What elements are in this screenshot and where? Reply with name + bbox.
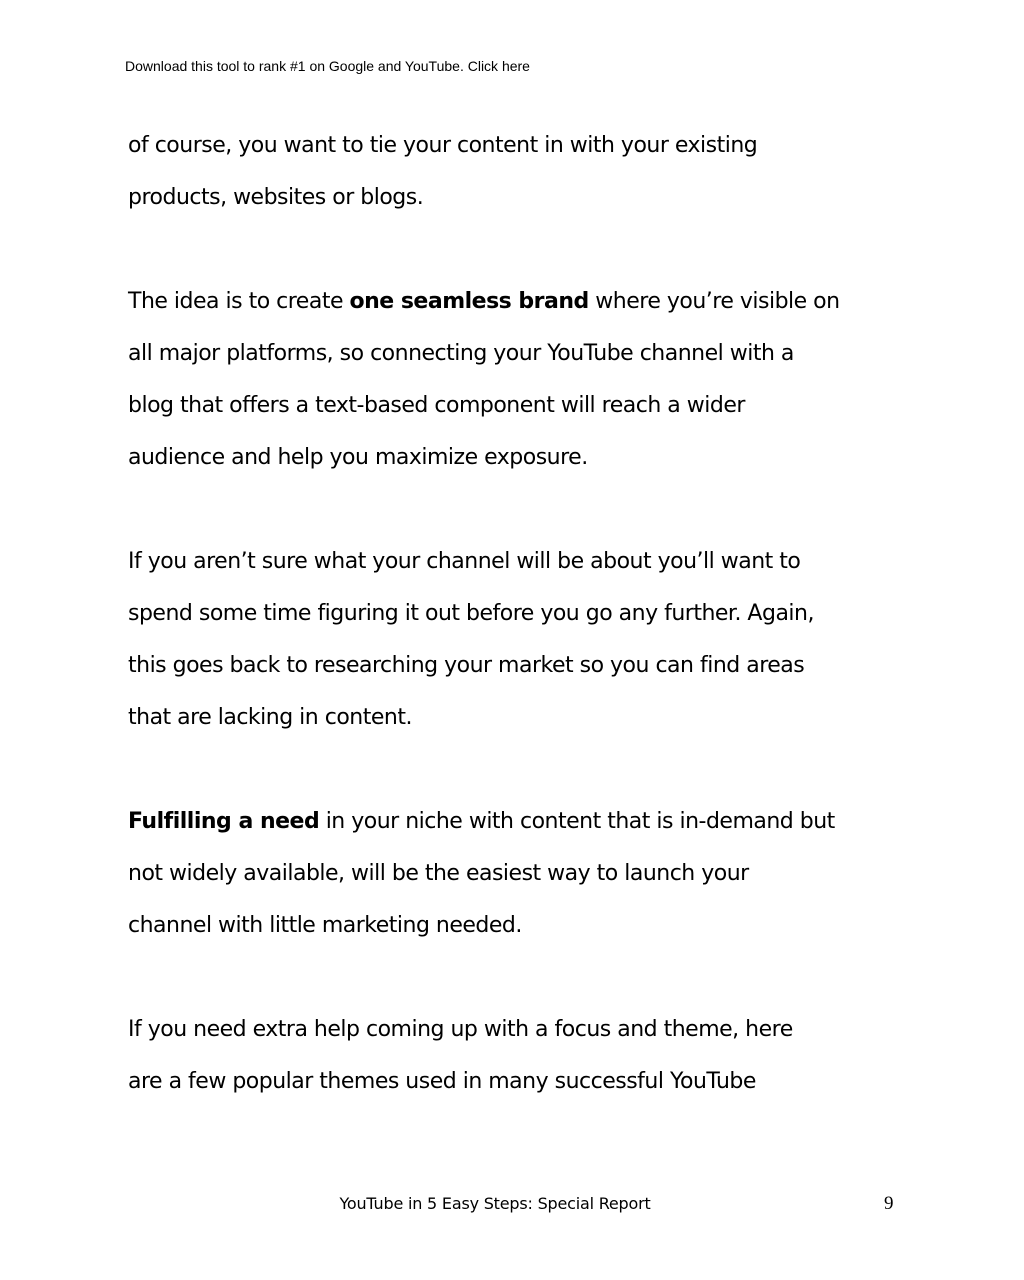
paragraph-line: spend some time figuring it out before you go any further. Again, xyxy=(128,601,814,626)
paragraph-line: products, websites or blogs. xyxy=(128,185,424,210)
paragraph-spacer xyxy=(128,952,918,1004)
paragraph-5 xyxy=(128,1004,918,1108)
paragraph-2 xyxy=(128,276,918,484)
page-body xyxy=(128,120,918,1108)
bold-phrase-fulfilling-a-need: Fulfilling a need xyxy=(128,809,320,834)
paragraph-line: that are lacking in content. xyxy=(128,705,412,730)
bold-phrase-one-seamless-brand: one seamless brand xyxy=(349,289,589,314)
paragraph-3 xyxy=(128,536,918,744)
paragraph-line: not widely available, will be the easiest way to launch your xyxy=(128,861,749,886)
paragraph-spacer xyxy=(128,224,918,276)
paragraph-4 xyxy=(128,796,918,952)
paragraph-spacer xyxy=(128,484,918,536)
paragraph-line xyxy=(128,276,918,328)
paragraph-line: are a few popular themes used in many successful YouTube xyxy=(128,1069,756,1094)
paragraph-line: this goes back to researching your market so you can find areas xyxy=(128,653,805,678)
paragraph-line: blog that offers a text-based component will reach a wider xyxy=(128,393,745,418)
paragraph-line: If you need extra help coming up with a focus and theme, here xyxy=(128,1017,793,1042)
paragraph-spacer xyxy=(128,744,918,796)
header-download-link[interactable]: Download this tool to rank #1 on Google and YouTube. Click here xyxy=(125,58,530,74)
paragraph-line: all major platforms, so connecting your YouTube channel with a xyxy=(128,341,794,366)
paragraph-line xyxy=(128,796,918,848)
paragraph-line: of course, you want to tie your content in with your existing xyxy=(128,133,758,158)
paragraph-line: channel with little marketing needed. xyxy=(128,913,522,938)
line-text: The idea is to create xyxy=(128,289,350,314)
page-number: 9 xyxy=(884,1193,894,1214)
paragraph-1 xyxy=(128,120,918,224)
paragraph-line: audience and help you maximize exposure. xyxy=(128,445,588,470)
line-text: where you’re visible on xyxy=(588,289,840,314)
line-text: in your niche with content that is in-demand but xyxy=(319,809,835,834)
footer-report-title: YouTube in 5 Easy Steps: Special Report xyxy=(339,1194,651,1213)
paragraph-line: If you aren’t sure what your channel will be about you’ll want to xyxy=(128,549,801,574)
